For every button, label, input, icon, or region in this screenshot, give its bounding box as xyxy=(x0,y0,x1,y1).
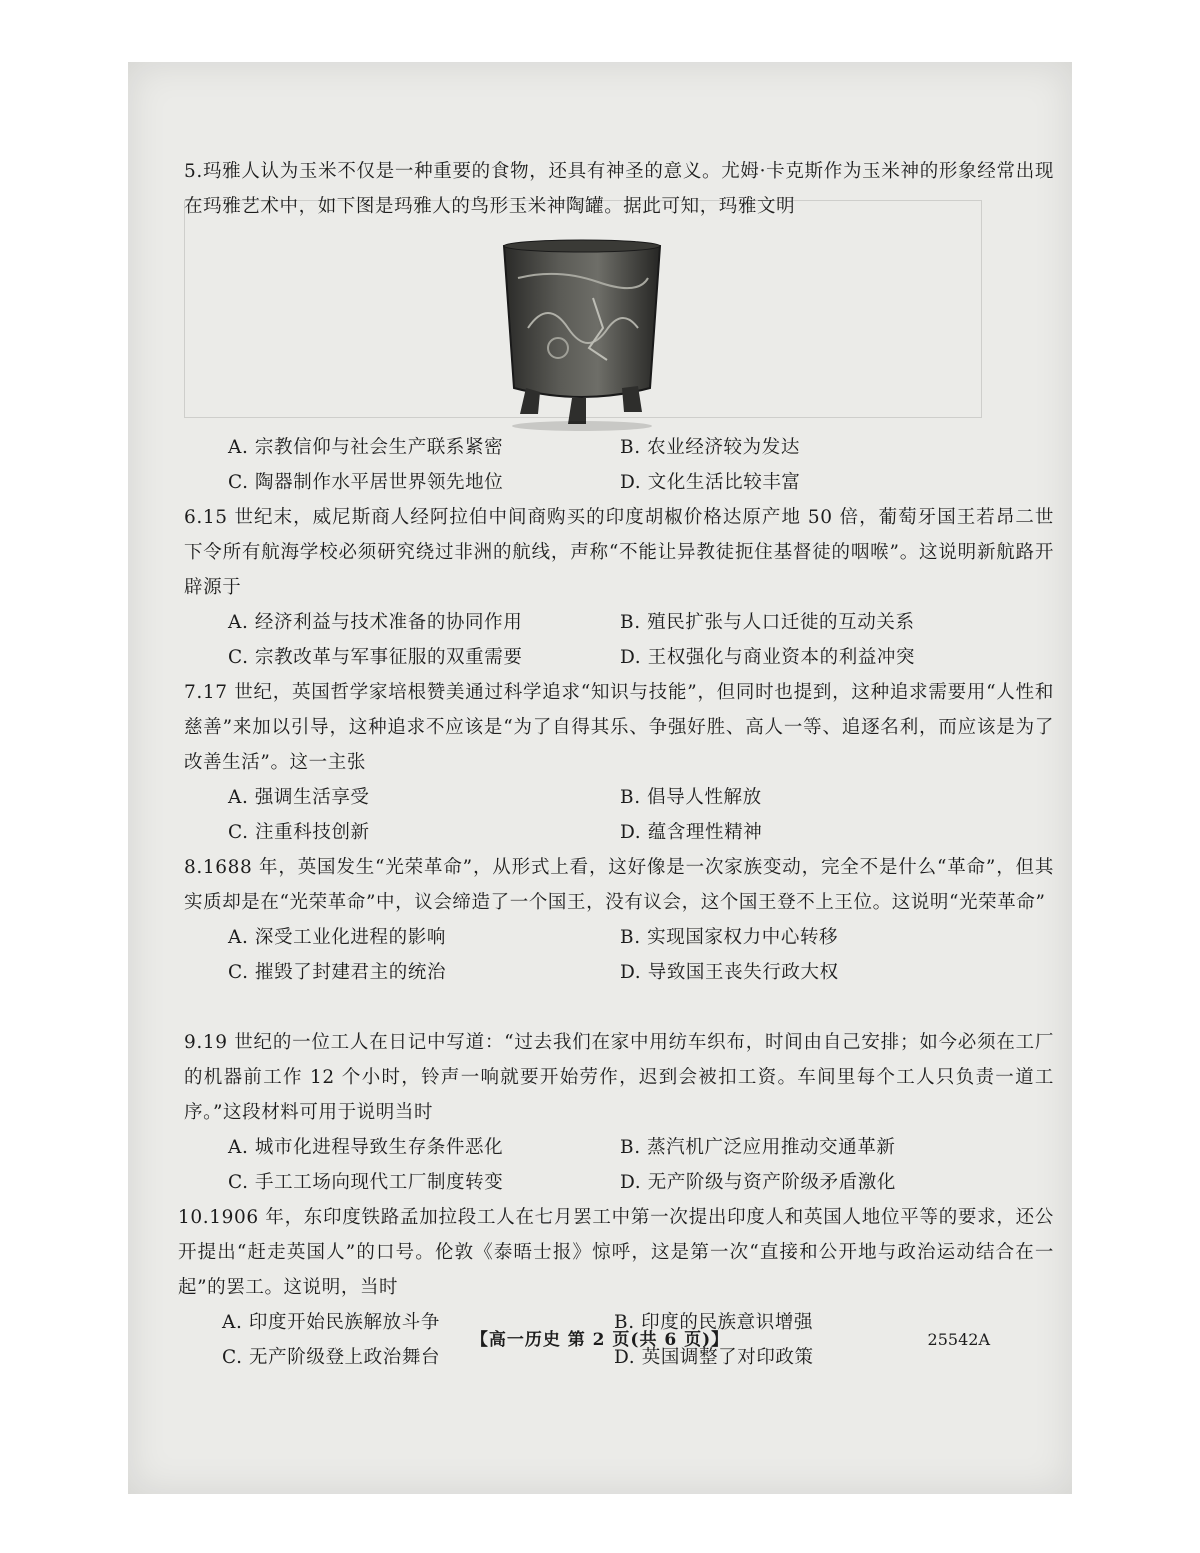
option-d[interactable]: D. 文化生活比较丰富 xyxy=(620,472,801,493)
question-text: 15 世纪末，威尼斯商人经阿拉伯中间商购买的印度胡椒价格达原产地 50 倍，葡萄牙国王若昂二世下令所有航海学校必须研究绕过非洲的航线，声称“不能让异教徒扼住基督徒的咽喉”。这说明新航路开辟源于 xyxy=(184,507,1054,598)
option-b[interactable]: B. 印度的民族意识增强 xyxy=(614,1312,814,1333)
option-c[interactable]: C. 无产阶级登上政治舞台 xyxy=(222,1347,441,1368)
option-c[interactable]: C. 宗教改革与军事征服的双重需要 xyxy=(228,647,523,668)
question-6 xyxy=(184,500,1054,675)
option-b[interactable]: B. 农业经济较为发达 xyxy=(620,437,800,458)
question-text: 17 世纪，英国哲学家培根赞美通过科学追求“知识与技能”，但同时也提到，这种追求需要用“人性和慈善”来加以引导，这种追求不应该是“为了自得其乐、争强好胜、高人一等、追逐名利，而应该是为了改善生活”。这一主张 xyxy=(184,682,1054,773)
question-number: 9. xyxy=(184,1032,203,1053)
option-a[interactable]: A. 强调生活享受 xyxy=(228,787,370,808)
option-a[interactable]: A. 印度开始民族解放斗争 xyxy=(222,1312,440,1333)
option-c[interactable]: C. 注重科技创新 xyxy=(228,822,370,843)
option-d[interactable]: D. 导致国王丧失行政大权 xyxy=(620,962,839,983)
maya-corn-god-pottery-jar-icon xyxy=(498,238,666,439)
question-number: 8. xyxy=(184,857,203,878)
page-footer xyxy=(128,1322,1072,1358)
option-a[interactable]: A. 城市化进程导致生存条件恶化 xyxy=(228,1137,504,1158)
option-a[interactable]: A. 深受工业化进程的影响 xyxy=(228,927,446,948)
question-text: 1906 年，东印度铁路孟加拉段工人在七月罢工中第一次提出印度人和英国人地位平等的要求，还公开提出“赶走英国人”的口号。伦敦《泰晤士报》惊呼，这是第一次“直接和公开地与政治运动结合在一起”的罢工。这说明，当时 xyxy=(178,1207,1054,1298)
question-number: 6. xyxy=(184,507,203,528)
option-b[interactable]: B. 倡导人性解放 xyxy=(620,787,762,808)
question-7 xyxy=(184,675,1054,850)
question-5 xyxy=(184,154,1054,224)
option-d[interactable]: D. 王权强化与商业资本的利益冲突 xyxy=(620,647,916,668)
option-c[interactable]: C. 手工工场向现代工厂制度转变 xyxy=(228,1172,504,1193)
question-text: 1688 年，英国发生“光荣革命”，从形式上看，这好像是一次家族变动，完全不是什么“革命”，但其实质却是在“光荣革命”中，议会缔造了一个国王，没有议会，这个国王登不上王位。这说明“光荣革命” xyxy=(184,857,1054,913)
option-a[interactable]: A. 经济利益与技术准备的协同作用 xyxy=(228,612,523,633)
question-number: 5. xyxy=(184,161,203,182)
question-number: 7. xyxy=(184,682,203,703)
option-d[interactable]: D. 蕴含理性精神 xyxy=(620,822,763,843)
footer-exam-code: 25542A xyxy=(927,1330,990,1349)
question-8 xyxy=(184,850,1054,990)
option-a[interactable]: A. 宗教信仰与社会生产联系紧密 xyxy=(228,437,504,458)
option-d[interactable]: D. 无产阶级与资产阶级矛盾激化 xyxy=(620,1172,897,1193)
option-c[interactable]: C. 陶器制作水平居世界领先地位 xyxy=(228,472,504,493)
option-b[interactable]: B. 实现国家权力中心转移 xyxy=(620,927,839,948)
question-text: 19 世纪的一位工人在日记中写道：“过去我们在家中用纺车织布，时间由自己安排；如今必须在工厂的机器前工作 12 个小时，铃声一响就要开始劳作，迟到会被扣工资。车间里每个工人只负责一道工序。”这段材料可用于说明当时 xyxy=(184,1032,1054,1123)
option-b[interactable]: B. 殖民扩张与人口迁徙的互动关系 xyxy=(620,612,915,633)
question-text: 玛雅人认为玉米不仅是一种重要的食物，还具有神圣的意义。尤姆·卡克斯作为玉米神的形象经常出现在玛雅艺术中，如下图是玛雅人的鸟形玉米神陶罐。据此可知，玛雅文明 xyxy=(184,161,1054,217)
option-b[interactable]: B. 蒸汽机广泛应用推动交通革新 xyxy=(620,1137,896,1158)
question-number: 10. xyxy=(178,1207,210,1228)
option-c[interactable]: C. 摧毁了封建君主的统治 xyxy=(228,962,447,983)
exam-sheet xyxy=(128,62,1072,1494)
footer-page-label: 【高一历史 第 2 页(共 6 页)】 xyxy=(470,1330,730,1350)
question-9 xyxy=(184,1025,1054,1200)
option-d[interactable]: D. 英国调整了对印政策 xyxy=(614,1347,814,1368)
question-5-options xyxy=(184,430,1054,500)
